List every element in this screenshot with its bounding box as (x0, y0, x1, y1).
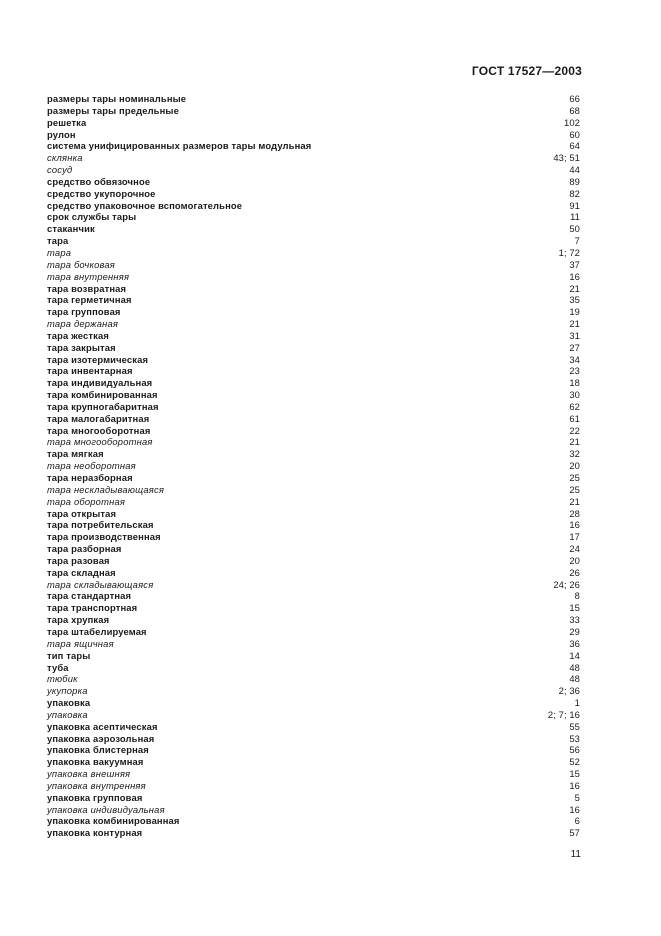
index-reference: 57 (569, 827, 580, 839)
index-term: тип тары (47, 649, 91, 661)
index-term: тара многооборотная (47, 436, 153, 448)
index-reference: 60 (569, 128, 580, 140)
index-entry (47, 508, 580, 520)
index-reference: 43; 51 (553, 152, 580, 164)
index-term: упаковка (47, 708, 88, 720)
index-entry (47, 567, 580, 579)
index-term: тара нескладывающаяся (47, 483, 165, 495)
index-entry (47, 673, 580, 685)
index-term: тара разовая (47, 554, 110, 566)
index-entry (47, 484, 580, 496)
index-term: тара инвентарная (47, 365, 133, 377)
index-reference: 56 (569, 744, 580, 756)
index-term: решетка (47, 116, 87, 128)
index-reference: 11 (570, 211, 580, 223)
index-entry (47, 650, 580, 662)
index-entry (47, 200, 580, 212)
index-entry (47, 626, 580, 638)
index-reference: 6 (574, 815, 580, 827)
index-reference: 61 (569, 412, 580, 424)
index-entry (47, 117, 580, 129)
index-term: тара закрытая (47, 341, 116, 353)
index-entry (47, 614, 580, 626)
index-entry (47, 425, 580, 437)
index-reference: 35 (569, 294, 580, 306)
index-entry (47, 543, 580, 555)
index-reference: 8 (574, 590, 580, 602)
index-entry (47, 496, 580, 508)
index-entry (47, 602, 580, 614)
index-term: упаковка групповая (47, 791, 143, 803)
index-term: тара изотермическая (47, 353, 149, 365)
index-reference: 32 (569, 448, 580, 460)
index-reference: 1 (574, 697, 580, 709)
index-reference: 7 (574, 235, 580, 247)
index-entry (47, 401, 580, 413)
index-entry (47, 721, 580, 733)
index-entry (47, 235, 580, 247)
index-term: тюбик (47, 673, 78, 685)
index-entry (47, 318, 580, 330)
index-reference: 23 (569, 365, 580, 377)
index-reference: 16 (569, 270, 580, 282)
index-term: тара групповая (47, 306, 121, 318)
index-term: укупорка (47, 685, 88, 697)
index-entry (47, 105, 580, 117)
index-term: тара жесткая (47, 329, 109, 341)
index-entry (47, 389, 580, 401)
index-entry (47, 804, 580, 816)
index-term: тара хрупкая (47, 614, 110, 626)
index-term: тара открытая (47, 507, 117, 519)
index-term: тара малогабаритная (47, 412, 150, 424)
index-entry (47, 365, 580, 377)
index-reference: 14 (569, 649, 580, 661)
index-reference: 21 (569, 436, 580, 448)
index-entry (47, 223, 580, 235)
index-reference: 2; 36 (558, 685, 580, 697)
index-entry (47, 472, 580, 484)
index-term: тара крупногабаритная (47, 400, 159, 412)
index-reference: 102 (564, 116, 580, 128)
index-entry (47, 448, 580, 460)
index-term: тара складывающаяся (47, 578, 154, 590)
index-reference: 16 (569, 779, 580, 791)
index-reference: 82 (569, 187, 580, 199)
index-entry (47, 271, 580, 283)
index-entry (47, 176, 580, 188)
index-reference: 36 (569, 637, 580, 649)
index-term: тара возвратная (47, 282, 127, 294)
index-term: тара многооборотная (47, 424, 151, 436)
index-term: тара (47, 246, 72, 258)
index-entry (47, 780, 580, 792)
index-reference: 27 (569, 341, 580, 353)
index-term: стаканчик (47, 223, 95, 235)
index-entry (47, 354, 580, 366)
index-entry (47, 555, 580, 567)
index-reference: 25 (569, 483, 580, 495)
index-entry (47, 247, 580, 259)
index-entry (47, 744, 580, 756)
index-reference: 91 (569, 199, 580, 211)
index-term: тара комбинированная (47, 389, 158, 401)
index-term: тара складная (47, 566, 116, 578)
index-entry (47, 377, 580, 389)
index-entry (47, 756, 580, 768)
index-reference: 16 (569, 519, 580, 531)
index-entry (47, 460, 580, 472)
index-term: упаковка комбинированная (47, 815, 180, 827)
index-entry (47, 685, 580, 697)
index-term: туба (47, 661, 69, 673)
index-reference: 17 (569, 531, 580, 543)
index-reference: 21 (569, 282, 580, 294)
index-entry (47, 306, 580, 318)
index-term: размеры тары номинальные (47, 93, 187, 104)
index-term: срок службы тары (47, 211, 137, 223)
index-term: упаковка блистерная (47, 744, 149, 756)
index-reference: 53 (569, 732, 580, 744)
index-reference: 89 (569, 175, 580, 187)
index-entry (47, 662, 580, 674)
index-entry (47, 792, 580, 804)
page-number: 11 (570, 849, 581, 860)
index-entry (47, 531, 580, 543)
index-reference: 24 (569, 543, 580, 555)
index-term: тара (47, 235, 69, 247)
index-entry (47, 579, 580, 591)
index-reference: 31 (569, 329, 580, 341)
index-reference: 48 (569, 673, 580, 685)
index-entry (47, 827, 580, 839)
index-reference: 34 (569, 353, 580, 365)
index-term: упаковка асептическая (47, 720, 158, 732)
index-reference: 18 (569, 377, 580, 389)
index-entry (47, 283, 580, 295)
index-term: тара держаная (47, 318, 119, 330)
index-reference: 2; 7; 16 (547, 708, 580, 720)
index-reference: 24; 26 (553, 578, 580, 590)
index-term: тара транспортная (47, 602, 138, 614)
index-reference: 37 (569, 258, 580, 270)
index-term: упаковка аэрозольная (47, 732, 155, 744)
index-term: упаковка (47, 697, 91, 709)
index-entry (47, 294, 580, 306)
index-reference: 15 (569, 602, 580, 614)
index-term: тара штабелируемая (47, 625, 147, 637)
index-term: тара необоротная (47, 460, 136, 472)
index-term: тара мягкая (47, 448, 104, 460)
index-entry (47, 638, 580, 650)
index-reference: 26 (569, 566, 580, 578)
index-term: средство упаковочное вспомогательное (47, 199, 243, 211)
index-entry (47, 140, 580, 152)
index-entry (47, 697, 580, 709)
index-term: упаковка внешняя (47, 768, 131, 780)
index-entry (47, 733, 580, 745)
index-term: тара потребительская (47, 519, 154, 531)
index-term: тара внутренняя (47, 270, 130, 282)
document-code-header: ГОСТ 17527—2003 (471, 64, 582, 78)
index-reference: 66 (569, 93, 580, 104)
index-entry (47, 815, 580, 827)
index-reference: 19 (569, 306, 580, 318)
index-term: тара неразборная (47, 472, 133, 483)
index-entry (47, 93, 580, 105)
index-reference: 20 (569, 554, 580, 566)
index-reference: 16 (569, 803, 580, 815)
alphabetical-index (47, 93, 580, 839)
index-term: тара бочковая (47, 258, 116, 270)
index-term: упаковка индивидуальная (47, 803, 165, 815)
index-entry (47, 211, 580, 223)
index-term: упаковка вакуумная (47, 756, 144, 768)
index-term: рулон (47, 128, 76, 140)
index-term: тара герметичная (47, 294, 132, 306)
index-reference: 50 (569, 223, 580, 235)
index-reference: 48 (569, 661, 580, 673)
index-reference: 21 (569, 495, 580, 507)
index-term: размеры тары предельные (47, 104, 179, 116)
index-entry (47, 152, 580, 164)
index-reference: 44 (569, 164, 580, 176)
index-term: тара оборотная (47, 495, 126, 507)
index-reference: 29 (569, 625, 580, 637)
index-reference: 33 (569, 614, 580, 626)
index-reference: 55 (569, 720, 580, 732)
index-entry (47, 590, 580, 602)
index-term: упаковка внутренняя (47, 779, 146, 791)
index-reference: 28 (569, 507, 580, 519)
index-entry (47, 342, 580, 354)
index-entry (47, 259, 580, 271)
index-reference: 62 (569, 400, 580, 412)
index-reference: 20 (569, 460, 580, 472)
index-reference: 1; 72 (558, 246, 580, 258)
index-reference: 5 (574, 791, 580, 803)
index-term: тара индивидуальная (47, 377, 153, 389)
index-term: средство обвязочное (47, 175, 151, 187)
index-term: система унифицированных размеров тары модульная (47, 140, 312, 152)
index-reference: 64 (569, 140, 580, 152)
index-entry (47, 436, 580, 448)
index-term: тара производственная (47, 531, 161, 543)
index-reference: 15 (569, 768, 580, 780)
index-entry (47, 519, 580, 531)
index-reference: 30 (569, 389, 580, 401)
index-reference: 22 (569, 424, 580, 436)
index-entry (47, 330, 580, 342)
index-term: тара стандартная (47, 590, 132, 602)
index-term: средство укупорочное (47, 187, 156, 199)
index-reference: 52 (569, 756, 580, 768)
index-entry (47, 413, 580, 425)
index-term: склянка (47, 152, 83, 164)
index-entry (47, 129, 580, 141)
index-term: тара ящичная (47, 637, 114, 649)
index-term: сосуд (47, 164, 73, 176)
index-entry (47, 768, 580, 780)
index-term: упаковка контурная (47, 827, 143, 839)
index-entry (47, 188, 580, 200)
index-entry (47, 709, 580, 721)
index-reference: 21 (569, 318, 580, 330)
index-reference: 68 (569, 104, 580, 116)
index-reference: 25 (569, 472, 580, 483)
index-term: тара разборная (47, 543, 122, 555)
index-entry (47, 164, 580, 176)
